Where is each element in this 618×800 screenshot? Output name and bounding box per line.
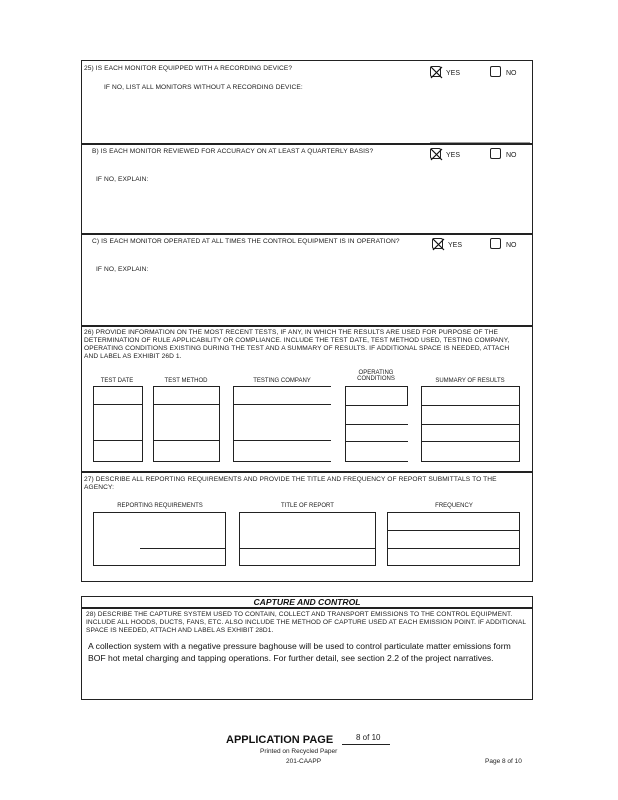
q25a-question: 25) IS EACH MONITOR EQUIPPED WITH A RECORDING DEVICE? [84,65,293,72]
q25a-no-label: NO [506,70,517,77]
q27-col-reporting: REPORTING REQUIREMENTS [117,503,203,509]
q25b-yes-checkbox[interactable] [430,148,441,159]
q27-col-title: TITLE OF REPORT [281,503,334,509]
q25b-section [81,144,533,234]
q25a-yes-label: YES [446,70,461,77]
check-x-icon [432,238,445,251]
q25b-no-label: NO [506,152,517,159]
check-x-icon [430,148,443,161]
q25c-yes-label: YES [448,242,463,249]
application-page-underline [342,744,390,745]
capture-title: CAPTURE AND CONTROL [253,597,361,607]
q25b-question: B) IS EACH MONITOR REVIEWED FOR ACCURACY ON AT LEAST A QUARTERLY BASIS? [92,148,374,155]
q25b-explain: IF NO, EXPLAIN: [96,176,149,183]
q26-question: 26) PROVIDE INFORMATION ON THE MOST RECENT TESTS, IF ANY, IN WHICH THE RESULTS ARE USED FOR PURPOSE OF THE DETERMINATION OF RULE APPLICABILITY OR COMPLIANCE. INCLUDE THE TEST DATE, TEST METHOD USED, TESTING COMPANY, OPERATING CONDITIONS EXISTING DURING THE TEST AND A SUMMARY OF RESULTS. IF ADDITIONAL SPACE IS NEEDED, ATTACH AND LABEL AS EXHIBIT 26D 1. [84,329,510,360]
q26-col-summary: SUMMARY OF RESULTS [435,378,505,384]
q26-col-test-method: TEST METHOD [164,378,208,384]
printed-recycled: Printed on Recycled Paper [260,748,338,755]
q25c-no-label: NO [506,242,517,249]
q25b-no-checkbox[interactable] [490,148,501,159]
form-id: 201-CAAPP [286,758,322,765]
q25a-explain: IF NO, LIST ALL MONITORS WITHOUT A RECORDING DEVICE: [104,84,303,91]
capture-answer[interactable]: A collection system with a negative pressure baghouse will be used to control particulate matter emissions form BOF hot metal charging and tapping operations. For further detail, see section 2.2 of the project narratives. [88,641,511,663]
capture-question: 28) DESCRIBE THE CAPTURE SYSTEM USED TO CONTAIN, COLLECT AND TRANSPORT EMISSIONS TO THE CONTROL EQUIPMENT. INCLUDE ALL HOODS, DUCTS, FANS, ETC. ALSO INCLUDE THE METHOD OF CAPTURE USED AT EACH EMISSION POINT. IF ADDITIONAL SPACE IS NEEDED, ATTACH AND LABEL AS EXHIBIT 28D1. [86,611,526,634]
q25a-yes-checkbox[interactable] [430,66,441,77]
application-page-value: 8 of 10 [356,733,381,742]
q25c-yes-checkbox[interactable] [432,238,443,249]
q26-col-test-date: TEST DATE [100,378,134,384]
q26-col-operating-conditions: OPERATING CONDITIONS [357,370,395,382]
check-x-icon [430,66,443,79]
q25c-explain: IF NO, EXPLAIN: [96,266,149,273]
q27-col-frequency: FREQUENCY [435,503,473,509]
page-number: Page 8 of 10 [485,758,522,765]
q26-col-testing-company: TESTING COMPANY [253,378,311,384]
q25c-question: C) IS EACH MONITOR OPERATED AT ALL TIMES THE CONTROL EQUIPMENT IS IN OPERATION? [92,238,400,245]
q25b-yes-label: YES [446,152,461,159]
q25c-section [81,234,533,326]
q25a-no-checkbox[interactable] [490,66,501,77]
application-page-label: APPLICATION PAGE [226,734,334,746]
q25c-no-checkbox[interactable] [490,238,501,249]
q25b-rule [430,142,530,143]
q27-question: 27) DESCRIBE ALL REPORTING REQUIREMENTS AND PROVIDE THE TITLE AND FREQUENCY OF REPORT SUBMITTALS TO THE AGENCY: [84,476,497,491]
